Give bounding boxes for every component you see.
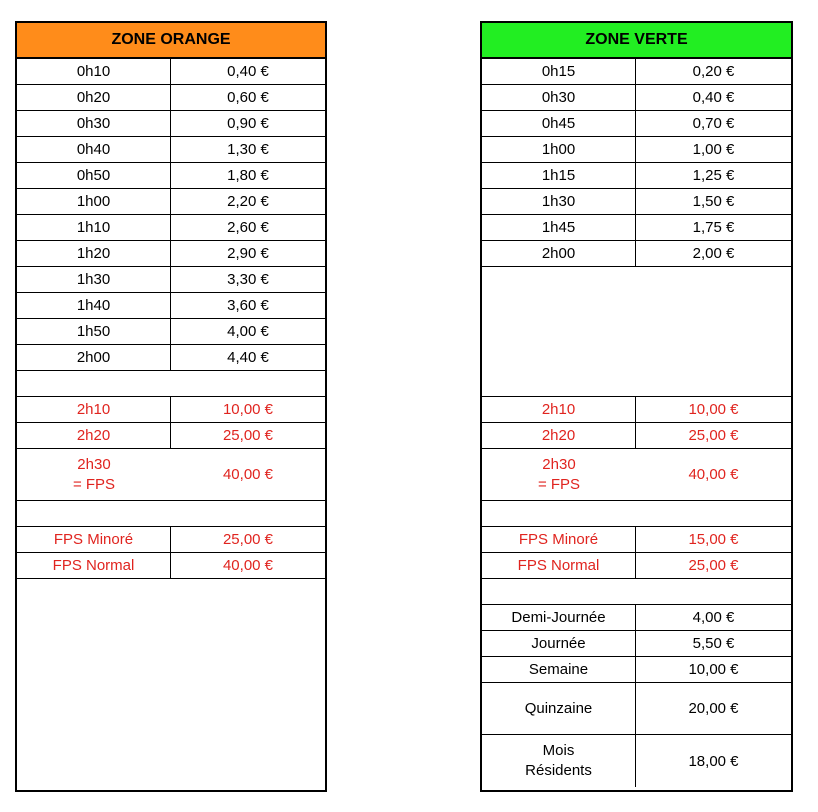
price: 4,00 €: [227, 323, 269, 340]
price: 5,50 €: [692, 635, 735, 652]
duration: 0h20: [17, 85, 171, 110]
price: 0,20 €: [692, 63, 735, 80]
table-row: [17, 111, 325, 137]
price: 0,70 €: [692, 115, 735, 132]
price: 10,00 €: [222, 401, 274, 418]
price: 20,00 €: [688, 700, 739, 717]
table-row: [17, 345, 325, 371]
price: 18,00 €: [688, 752, 739, 770]
duration: 2h20: [17, 423, 171, 448]
table-row-fps-normal: [482, 553, 791, 579]
duration: 2h10: [482, 397, 636, 422]
price: 4,00 €: [692, 609, 735, 626]
table-row: [482, 111, 791, 137]
price: 0,60 €: [227, 89, 269, 106]
table-row-fps-minore: [482, 527, 791, 553]
subscription-label: Mois Résidents: [482, 735, 636, 787]
subscription-label: Demi-Journée: [482, 605, 636, 630]
table-row-overtime: [17, 397, 325, 423]
table-row: [17, 59, 325, 85]
subscription-label: Journée: [482, 631, 636, 656]
duration: 1h20: [17, 241, 171, 266]
duration: 2h00: [17, 345, 171, 370]
duration: 1h30: [17, 267, 171, 292]
table-row: [17, 137, 325, 163]
table-row-fps: [482, 449, 791, 501]
duration: 1h15: [482, 163, 636, 188]
table-row-subscription: [482, 683, 791, 735]
duration: 0h10: [17, 59, 171, 84]
table-spacer: [482, 579, 791, 605]
table-spacer: [17, 501, 325, 527]
price: 3,60 €: [227, 297, 269, 314]
price: 4,40 €: [227, 349, 269, 366]
duration: 0h30: [17, 111, 171, 136]
price: 2,20 €: [227, 193, 269, 210]
duration: 0h15: [482, 59, 636, 84]
price: 40,00 €: [688, 466, 739, 483]
table-row-subscription: [482, 605, 791, 631]
duration: 2h30 = FPS: [537, 455, 581, 493]
table-row-fps-minore: [17, 527, 325, 553]
zone-orange-table: [15, 21, 327, 792]
table-row: [482, 215, 791, 241]
price: 10,00 €: [688, 401, 739, 418]
table-row: [17, 241, 325, 267]
duration: 1h00: [17, 189, 171, 214]
duration: 1h40: [17, 293, 171, 318]
price: 0,40 €: [692, 89, 735, 106]
duration: 1h00: [482, 137, 636, 162]
table-row-overtime: [482, 423, 791, 449]
table-row-subscription: [482, 631, 791, 657]
price: 2,00 €: [692, 245, 735, 262]
zone-orange-title: ZONE ORANGE: [17, 23, 325, 59]
price: 15,00 €: [688, 531, 739, 548]
price: 3,30 €: [227, 271, 269, 288]
table-row-overtime: [482, 397, 791, 423]
price: 25,00 €: [222, 531, 274, 548]
price: 2,60 €: [227, 219, 269, 236]
subscription-label: Quinzaine: [482, 683, 636, 734]
table-spacer: [482, 267, 791, 397]
table-row: [17, 189, 325, 215]
price: 25,00 €: [688, 557, 739, 574]
table-row: [482, 241, 791, 267]
duration: 2h30 = FPS: [72, 455, 116, 493]
price: 2,90 €: [227, 245, 269, 262]
fps-label: FPS Normal: [482, 553, 636, 578]
table-row-subscription: [482, 735, 791, 787]
duration: 1h10: [17, 215, 171, 240]
table-row: [482, 163, 791, 189]
duration: 1h45: [482, 215, 636, 240]
duration: 2h00: [482, 241, 636, 266]
table-row: [482, 59, 791, 85]
duration: 0h50: [17, 163, 171, 188]
table-row-overtime: [17, 423, 325, 449]
duration: 0h40: [17, 137, 171, 162]
price: 1,75 €: [692, 219, 735, 236]
table-spacer: [482, 501, 791, 527]
price: 1,50 €: [692, 193, 735, 210]
price: 10,00 €: [688, 661, 739, 678]
price: 1,80 €: [227, 167, 269, 184]
price: 0,90 €: [227, 115, 269, 132]
table-row-fps-normal: [17, 553, 325, 579]
subscription-label: Semaine: [482, 657, 636, 682]
price: 25,00 €: [688, 427, 739, 444]
duration: 1h30: [482, 189, 636, 214]
table-row: [17, 163, 325, 189]
table-row: [17, 319, 325, 345]
price: 40,00 €: [222, 557, 274, 574]
price: 40,00 €: [222, 466, 274, 483]
duration: 0h45: [482, 111, 636, 136]
duration: 0h30: [482, 85, 636, 110]
table-row-subscription: [482, 657, 791, 683]
table-row: [482, 85, 791, 111]
duration: 2h10: [17, 397, 171, 422]
table-row: [482, 189, 791, 215]
zone-verte-title: ZONE VERTE: [482, 23, 791, 59]
table-row: [17, 215, 325, 241]
price: 1,25 €: [692, 167, 735, 184]
zone-verte-table: [480, 21, 793, 792]
table-row: [17, 85, 325, 111]
price: 0,40 €: [227, 63, 269, 80]
price: 1,30 €: [227, 141, 269, 158]
table-spacer: [17, 371, 325, 397]
duration: 2h20: [482, 423, 636, 448]
price: 1,00 €: [692, 141, 735, 158]
fps-label: FPS Minoré: [482, 527, 636, 552]
fps-label: FPS Minoré: [17, 527, 171, 552]
fps-label: FPS Normal: [17, 553, 171, 578]
table-row: [17, 267, 325, 293]
table-row-fps: [17, 449, 325, 501]
table-row: [482, 137, 791, 163]
table-row: [17, 293, 325, 319]
price: 25,00 €: [222, 427, 274, 444]
duration: 1h50: [17, 319, 171, 344]
